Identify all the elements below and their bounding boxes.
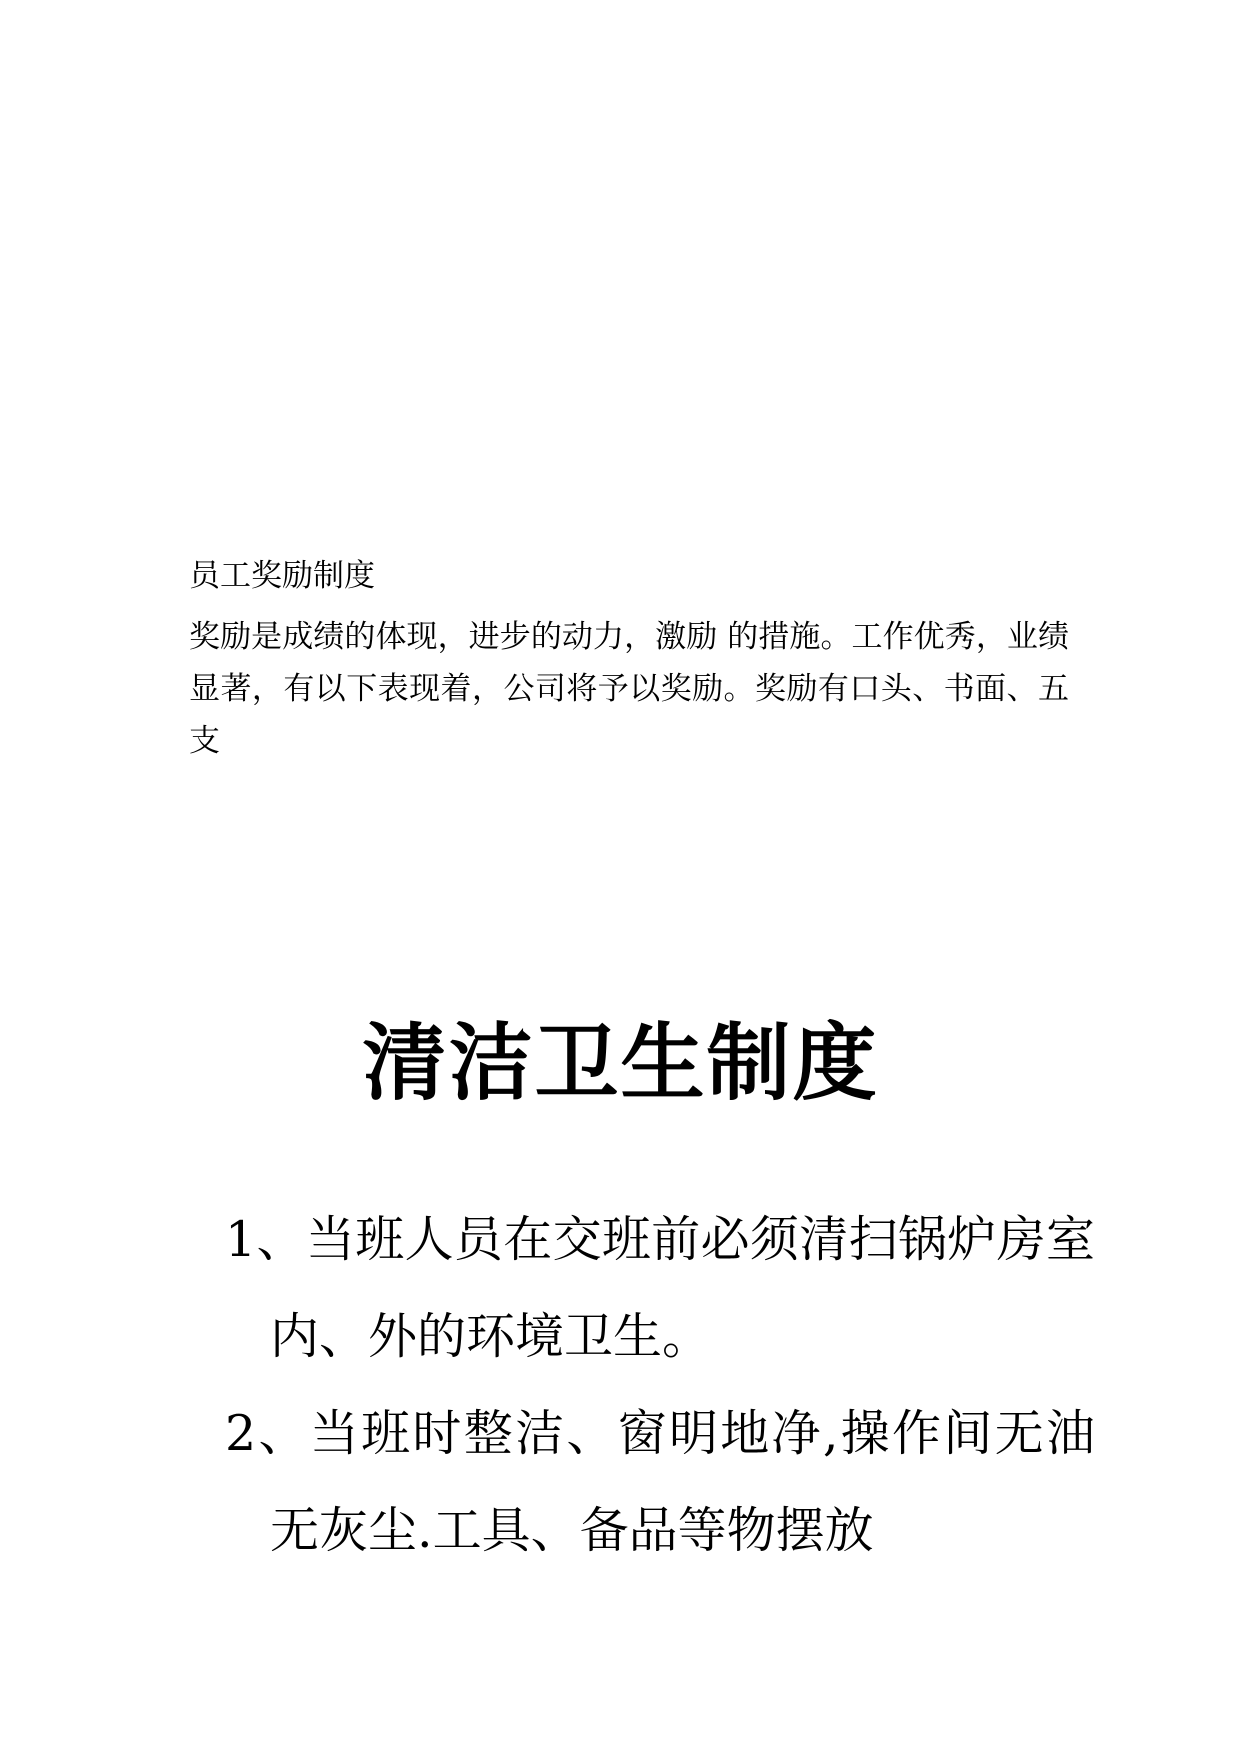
rule-item-2: 2、当班时整洁、窗明地净,操作间无油无灰尘.工具、备品等物摆放	[225, 1405, 1095, 1559]
intro-title: 员工奖励制度	[189, 558, 375, 594]
section-title: 清洁卫生制度	[362, 1013, 879, 1112]
rule-item-1: 1、当班人员在交班前必须清扫锅炉房室内、外的环境卫生。	[225, 1211, 1095, 1365]
intro-paragraph: 奖励是成绩的体现，进步的动力，激励 的措施。工作优秀，业绩显著，有以下表现着，公司将予以奖励。奖励有口头、书面、五支	[189, 619, 1069, 759]
rules-list	[225, 1191, 1095, 1579]
